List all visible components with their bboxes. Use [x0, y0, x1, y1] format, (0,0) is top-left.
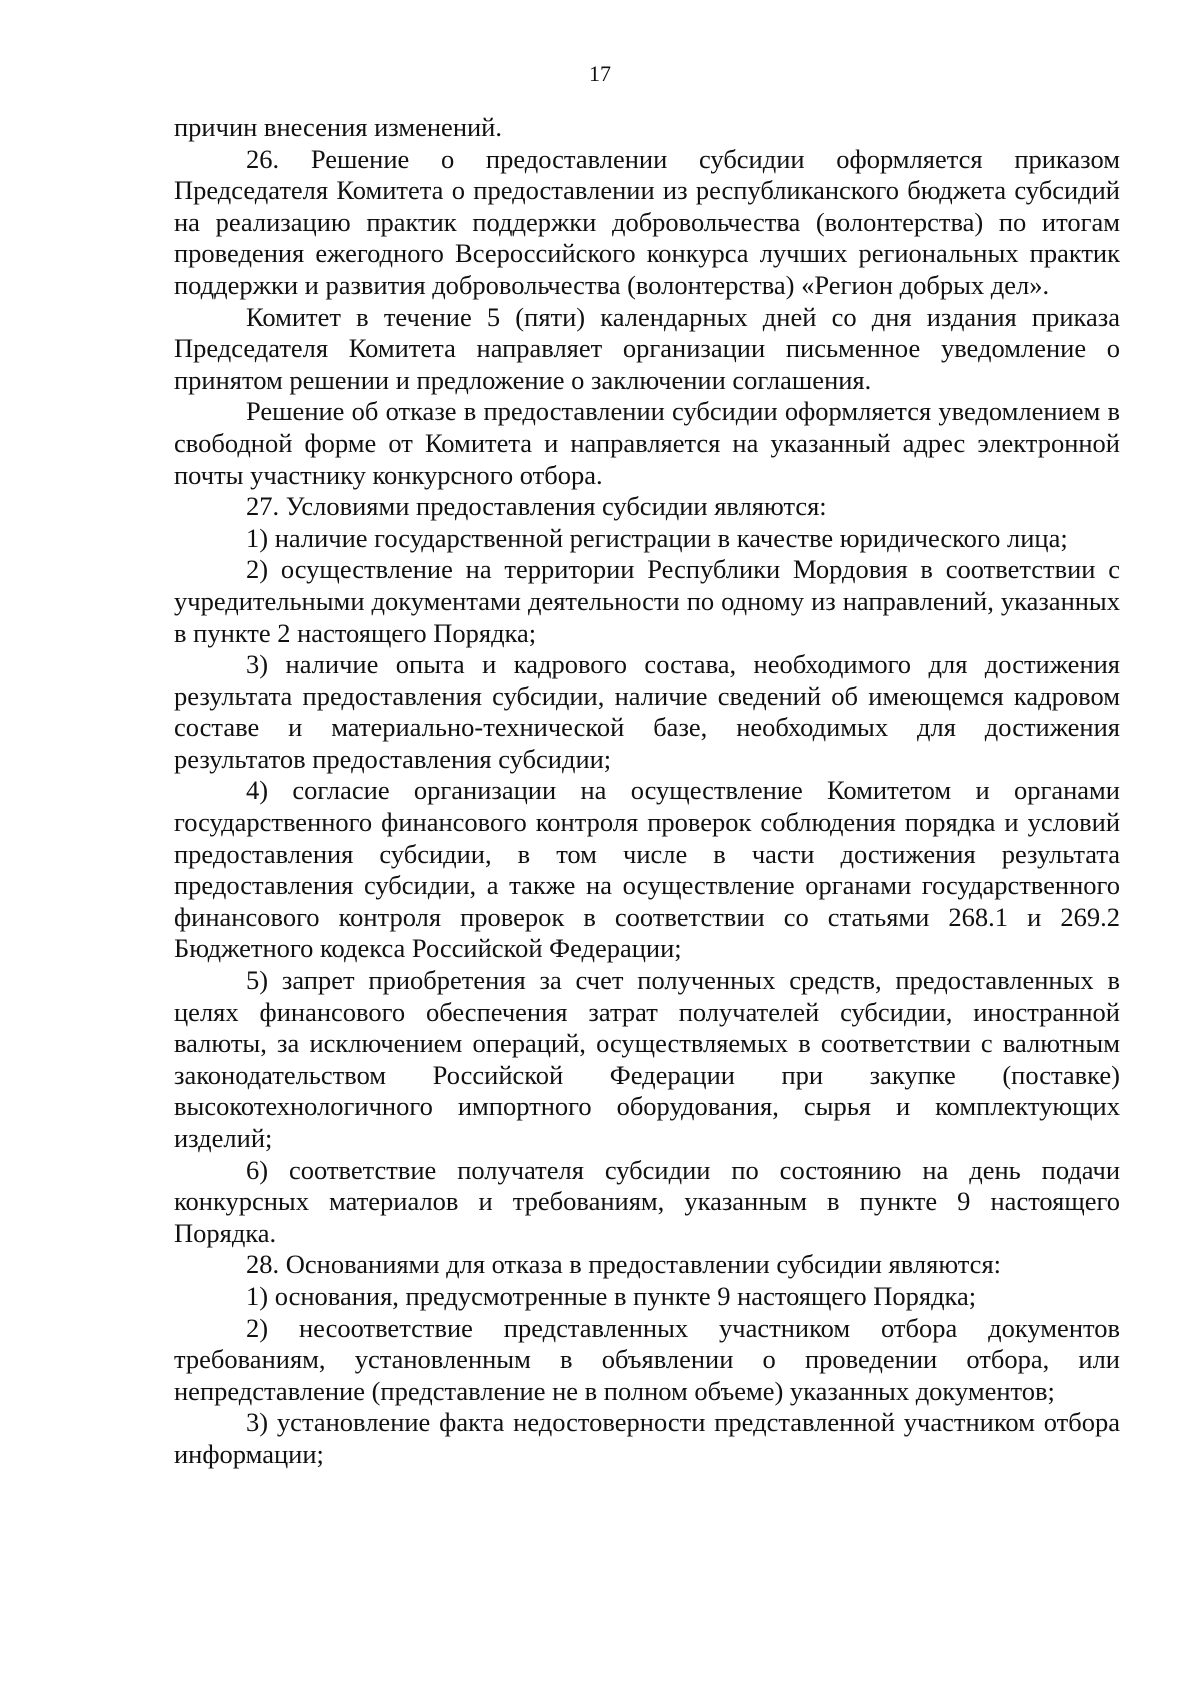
document-body	[174, 112, 1120, 1471]
list-item-27-6: 6) соответствие получателя субсидии по состоянию на день подачи конкурсных материалов и требованиям, указанным в пункте 9 настоящего Порядка.	[174, 1154, 1120, 1248]
list-item-27-1: 1) наличие государственной регистрации в качестве юридического лица;	[246, 522, 1068, 553]
list-item-28-1: 1) основания, предусмотренные в пункте 9 настоящего Порядка;	[246, 1280, 977, 1311]
list-item-27-2: 2) осуществление на территории Республики Мордовия в соответствии с учредительными документами деятельности по одному из направлений, указанных в пункте 2 настоящего Порядка;	[174, 554, 1120, 648]
list-item-28-3: 3) установление факта недостоверности представленной участником отбора информации;	[174, 1407, 1120, 1469]
list-item-27-3: 3) наличие опыта и кадрового состава, необходимого для достижения результата предоставления субсидии, наличие сведений об имеющемся кадровом составе и материально-технической базе, необходимых для достижения результатов предоставления субсидии;	[174, 649, 1120, 774]
paragraph-notification: Комитет в течение 5 (пяти) календарных дней со дня издания приказа Председателя Комитета направляет организации письменное уведомление о принятом решении и предложение о заключении соглашения.	[174, 301, 1120, 395]
paragraph-item-28: 28. Основаниями для отказа в предоставлении субсидии являются:	[246, 1249, 1001, 1280]
paragraph-item-26: 26. Решение о предоставлении субсидии оформляется приказом Председателя Комитета о предоставлении из республиканского бюджета субсидий на реализацию практик поддержки добровольчества (волонтерства) по итогам проведения ежегодного Всероссийского конкурса лучших региональных практик поддержки и развития добровольчества (волонтерства) «Регион добрых дел».	[174, 143, 1120, 300]
list-item-28-2: 2) несоответствие представленных участником отбора документов требованиям, установленным в объявлении о проведении отбора, или непредставление (представление не в полном объеме) указанных документов;	[174, 1312, 1120, 1406]
list-item-27-4: 4) согласие организации на осуществление Комитетом и органами государственного финансового контроля проверок соблюдения порядка и условий предоставления субсидии, в том числе в части достижения результата предоставления субсидии, а также на осуществление органами государственного финансового контроля проверок в соответствии со статьями 268.1 и 269.2 Бюджетного кодекса Российской Федерации;	[174, 775, 1120, 964]
page-number: 17	[589, 61, 611, 86]
paragraph-continuation: причин внесения изменений.	[174, 112, 502, 142]
paragraph-item-27: 27. Условиями предоставления субсидии являются:	[246, 491, 827, 522]
paragraph-refusal-decision: Решение об отказе в предоставлении субсидии оформляется уведомлением в свободной форме от Комитета и направляется на указанный адрес электронной почты участнику конкурсного отбора.	[174, 396, 1120, 490]
list-item-27-5: 5) запрет приобретения за счет полученных средств, предоставленных в целях финансового обеспечения затрат получателей субсидии, иностранной валюты, за исключением операций, осуществляемых в соответствии с валютным законодательством Российской Федерации при закупке (поставке) высокотехнологичного импортного оборудования, сырья и комплектующих изделий;	[174, 965, 1120, 1153]
